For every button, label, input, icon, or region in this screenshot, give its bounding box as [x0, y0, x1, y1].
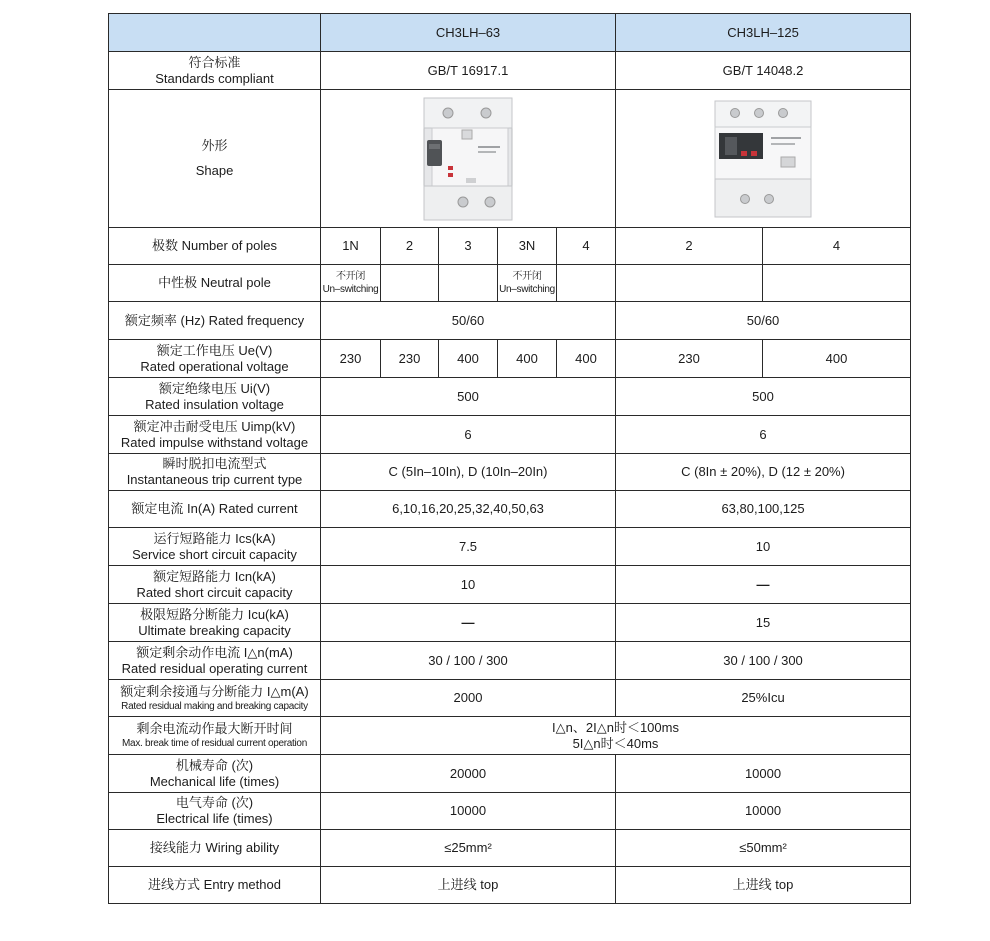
value-a-shape — [321, 90, 616, 228]
value-a-mech: 20000 — [321, 755, 616, 793]
row-idn — [109, 642, 911, 680]
row-mech — [109, 755, 911, 793]
row-shape — [109, 90, 911, 228]
value-max-break — [321, 717, 911, 755]
row-max-break — [109, 717, 911, 755]
row-entry — [109, 867, 911, 904]
label-en: Max. break time of residual current operation — [122, 738, 307, 749]
row-icn — [109, 566, 911, 604]
value-b-frequency: 50/60 — [616, 302, 911, 340]
value-a-entry: 上进线 top — [321, 867, 616, 904]
label-en: Ultimate breaking capacity — [138, 622, 291, 638]
neutral-note-en: Un–switching — [499, 283, 555, 295]
row-elec — [109, 793, 911, 830]
label-zh: 符合标准 — [188, 54, 241, 70]
label-en: Instantaneous trip current type — [126, 472, 303, 487]
value-b-wiring: ≤50mm² — [616, 830, 911, 867]
value-a-idn: 30 / 100 / 300 — [321, 642, 616, 680]
label-en: Standards compliant — [155, 70, 274, 86]
row-label-standards — [109, 52, 321, 90]
row-ics — [109, 528, 911, 566]
label-en: Rated impulse withstand voltage — [120, 434, 309, 450]
value-a-neutral-3 — [439, 265, 498, 302]
label-zh: 额定工作电压 Ue(V) — [156, 342, 273, 358]
row-icu — [109, 604, 911, 642]
value-b-shape — [616, 90, 911, 228]
value-b-trip: C (8In ± 20%), D (12 ± 20%) — [616, 454, 911, 491]
value-a-ue-3: 400 — [439, 340, 498, 378]
value-a-ue-2: 230 — [381, 340, 439, 378]
breaker-ch3lh-63-photo — [418, 94, 518, 224]
value-a-trip: C (5In–10In), D (10In–20In) — [321, 454, 616, 491]
row-label-poles: 极数 Number of poles — [109, 228, 321, 265]
value-b-neutral-1 — [616, 265, 763, 302]
label-zh: 外形 — [201, 138, 228, 153]
value-b-poles-2: 4 — [763, 228, 911, 265]
label-en: Service short circuit capacity — [132, 546, 297, 562]
value-b-idn: 30 / 100 / 300 — [616, 642, 911, 680]
label-zh: 运行短路能力 Ics(kA) — [153, 530, 276, 546]
row-idm — [109, 680, 911, 717]
value-a-poles-1: 1N — [321, 228, 381, 265]
value-a-poles-3: 3 — [439, 228, 498, 265]
value-a-ue-1: 230 — [321, 340, 381, 378]
row-label-max-break — [109, 717, 321, 755]
value-a-icu: — — [321, 604, 616, 642]
value-a-elec: 10000 — [321, 793, 616, 830]
value-a-poles-2: 2 — [381, 228, 439, 265]
row-label-shape — [109, 90, 321, 228]
label-en: Rated operational voltage — [140, 358, 289, 374]
value-b-icu: 15 — [616, 604, 911, 642]
value-a-ue-5: 400 — [557, 340, 616, 378]
row-trip — [109, 454, 911, 491]
model-b-header: CH3LH–125 — [616, 14, 911, 52]
row-label-idn — [109, 642, 321, 680]
value-b-elec: 10000 — [616, 793, 911, 830]
value-a-standards: GB/T 16917.1 — [321, 52, 616, 90]
row-label-mech — [109, 755, 321, 793]
neutral-note-en: Un–switching — [322, 283, 379, 295]
neutral-note-zh: 不开闭 — [335, 270, 366, 282]
row-label-neutral: 中性极 Neutral pole — [109, 265, 321, 302]
value-b-ui: 500 — [616, 378, 911, 416]
label-en: Mechanical life (times) — [149, 773, 280, 789]
row-label-entry: 进线方式 Entry method — [109, 867, 321, 904]
row-label-icn — [109, 566, 321, 604]
label-en: Rated residual operating current — [121, 660, 308, 676]
row-label-wiring: 接线能力 Wiring ability — [109, 830, 321, 867]
row-wiring — [109, 830, 911, 867]
label-zh: 额定绝缘电压 Ui(V) — [158, 380, 271, 396]
label-zh: 额定短路能力 Icn(kA) — [153, 568, 276, 584]
row-frequency — [109, 302, 911, 340]
value-a-neutral-5 — [557, 265, 616, 302]
spec-table — [108, 13, 911, 904]
value-b-icn: — — [616, 566, 911, 604]
value-b-uimp: 6 — [616, 416, 911, 454]
value-a-icn: 10 — [321, 566, 616, 604]
value-a-idm: 2000 — [321, 680, 616, 717]
value-a-neutral-4 — [498, 265, 557, 302]
breaker-ch3lh-125-photo — [711, 97, 815, 221]
row-current — [109, 491, 911, 528]
value-b-ue-1: 230 — [616, 340, 763, 378]
neutral-note-zh: 不开闭 — [512, 270, 542, 282]
header-label-cell — [109, 14, 321, 52]
value-a-ui: 500 — [321, 378, 616, 416]
value-a-uimp: 6 — [321, 416, 616, 454]
row-label-current: 额定电流 In(A) Rated current — [109, 491, 321, 528]
value-b-mech: 10000 — [616, 755, 911, 793]
value-a-current: 6,10,16,20,25,32,40,50,63 — [321, 491, 616, 528]
row-label-ue — [109, 340, 321, 378]
row-poles — [109, 228, 911, 265]
label-en: Electrical life (times) — [156, 811, 273, 826]
value-a-poles-5: 4 — [557, 228, 616, 265]
value-b-ue-2: 400 — [763, 340, 911, 378]
value-b-idm: 25%Icu — [616, 680, 911, 717]
row-label-frequency: 额定频率 (Hz) Rated frequency — [109, 302, 321, 340]
label-en: Rated short circuit capacity — [136, 584, 293, 600]
value-b-poles-1: 2 — [616, 228, 763, 265]
value-b-current: 63,80,100,125 — [616, 491, 911, 528]
value-a-ue-4: 400 — [498, 340, 557, 378]
row-neutral — [109, 265, 911, 302]
max-break-line-1: I△n、2I△n时＜100ms — [552, 719, 679, 735]
value-b-ics: 10 — [616, 528, 911, 566]
label-en: Rated residual making and breaking capacity — [121, 700, 308, 712]
row-label-icu — [109, 604, 321, 642]
row-uimp — [109, 416, 911, 454]
value-a-neutral-1 — [321, 265, 381, 302]
row-ui — [109, 378, 911, 416]
label-zh: 剩余电流动作最大断开时间 — [136, 721, 293, 736]
label-zh: 电气寿命 (次) — [175, 795, 254, 810]
label-en: Shape — [195, 163, 234, 178]
row-label-idm — [109, 680, 321, 717]
label-zh: 极限短路分断能力 Icu(kA) — [140, 606, 289, 622]
value-a-neutral-2 — [381, 265, 439, 302]
value-a-frequency: 50/60 — [321, 302, 616, 340]
row-label-ics — [109, 528, 321, 566]
row-label-trip — [109, 454, 321, 491]
value-a-poles-4: 3N — [498, 228, 557, 265]
label-zh: 额定剩余动作电流 I△n(mA) — [136, 644, 293, 660]
value-b-entry: 上进线 top — [616, 867, 911, 904]
value-b-neutral-2 — [763, 265, 911, 302]
label-zh: 额定剩余接通与分断能力 I△m(A) — [120, 683, 309, 699]
value-b-standards: GB/T 14048.2 — [616, 52, 911, 90]
model-a-header: CH3LH–63 — [321, 14, 616, 52]
label-en: Rated insulation voltage — [145, 396, 284, 412]
value-a-wiring: ≤25mm² — [321, 830, 616, 867]
label-zh: 瞬时脱扣电流型式 — [162, 456, 267, 471]
value-a-ics: 7.5 — [321, 528, 616, 566]
row-ue — [109, 340, 911, 378]
max-break-line-2: 5I△n时＜40ms — [572, 735, 659, 751]
label-zh: 额定冲击耐受电压 Uimp(kV) — [133, 418, 296, 434]
label-zh: 机械寿命 (次) — [175, 757, 254, 773]
header-row — [109, 14, 911, 52]
row-standards — [109, 52, 911, 90]
row-label-elec — [109, 793, 321, 830]
row-label-uimp — [109, 416, 321, 454]
row-label-ui — [109, 378, 321, 416]
